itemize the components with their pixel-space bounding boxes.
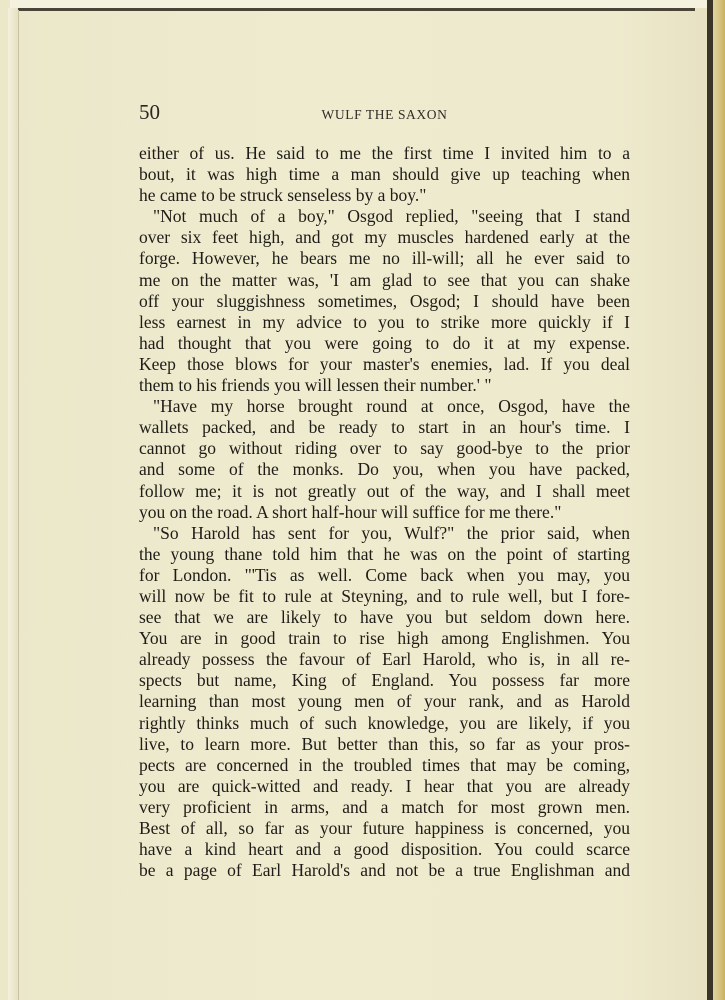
text-line: learning than most young men of your rank, and as Harold xyxy=(139,691,630,712)
text-line: you are quick-witted and ready. I hear that you are already xyxy=(139,775,630,796)
text-line: spects but name, King of England. You possess far more xyxy=(139,670,630,691)
text-line: Best of all, so far as your future happiness is concerned, you xyxy=(139,818,630,838)
text-line: me on the matter was, 'I am glad to see that you can shake xyxy=(139,269,630,290)
page-number: 50 xyxy=(139,100,160,124)
text-line: "Have my horse brought round at once, Osgod, have the xyxy=(153,396,630,417)
page-top-edge xyxy=(10,0,725,8)
text-line: rightly thinks much of such knowledge, you are likely, if you xyxy=(139,712,630,733)
text-line: follow me; it is not greatly out of the way, and I shall meet xyxy=(139,480,630,501)
text-line: either of us. He said to me the first time I invited him to a xyxy=(139,143,630,163)
text-line: pects are concerned in the troubled times that may be coming, xyxy=(139,754,630,775)
text-line: off your sluggishness sometimes, Osgod; I should have been xyxy=(139,290,630,311)
body-text xyxy=(139,143,630,881)
text-line: bout, it was high time a man should give up teaching when xyxy=(139,164,630,185)
text-line: be a page of Earl Harold's and not be a true Englishman and xyxy=(139,860,630,881)
text-line: have a kind heart and a good disposition. You could scarce xyxy=(139,839,630,860)
text-line: very proficient in arms, and a match for most grown men. xyxy=(139,796,630,817)
page-fold-line xyxy=(18,10,19,1000)
text-line: over six feet high, and got my muscles hardened early at the xyxy=(139,227,630,248)
text-line: "Not much of a boy," Osgod replied, "seeing that I stand xyxy=(153,206,630,227)
scan-top-border xyxy=(18,8,695,11)
text-line: live, to learn more. But better than this, so far as your pros- xyxy=(139,733,630,754)
book-spine-shadow xyxy=(707,0,713,1000)
text-line: You are in good train to rise high among Englishmen. You xyxy=(139,628,630,649)
text-line: he came to be struck senseless by a boy." xyxy=(139,185,427,206)
text-line: you on the road. A short half-hour will suffice for me there." xyxy=(139,501,562,522)
text-line: for London. "'Tis as well. Come back when you may, you xyxy=(139,564,630,585)
running-title: WULF THE SAXON xyxy=(321,107,448,122)
text-line: them to his friends you will lessen their number.' " xyxy=(139,375,492,396)
text-line: and some of the monks. Do you, when you have packed, xyxy=(139,459,630,480)
text-line: cannot go without riding over to say good-bye to the prior xyxy=(139,438,630,459)
text-line: will now be fit to rule at Steyning, and to rule well, but I fore- xyxy=(139,585,630,606)
text-line: Keep those blows for your master's enemies, lad. If you deal xyxy=(139,353,630,374)
text-line: less earnest in my advice to you to strike more quickly if I xyxy=(139,311,630,332)
text-line: see that we are likely to have you but seldom down here. xyxy=(139,607,630,628)
text-line: forge. However, he bears me no ill-will; all he ever said to xyxy=(139,248,630,269)
text-line: already possess the favour of Earl Harold, who is, in all re- xyxy=(139,649,630,670)
text-line: the young thane told him that he was on the point of starting xyxy=(139,543,630,564)
page-left-edge xyxy=(8,8,18,1000)
text-line: "So Harold has sent for you, Wulf?" the prior said, when xyxy=(153,522,630,543)
text-line: had thought that you were going to do it at my expense. xyxy=(139,332,630,353)
page-header xyxy=(139,100,630,130)
text-line: wallets packed, and be ready to start in an hour's time. I xyxy=(139,417,630,438)
